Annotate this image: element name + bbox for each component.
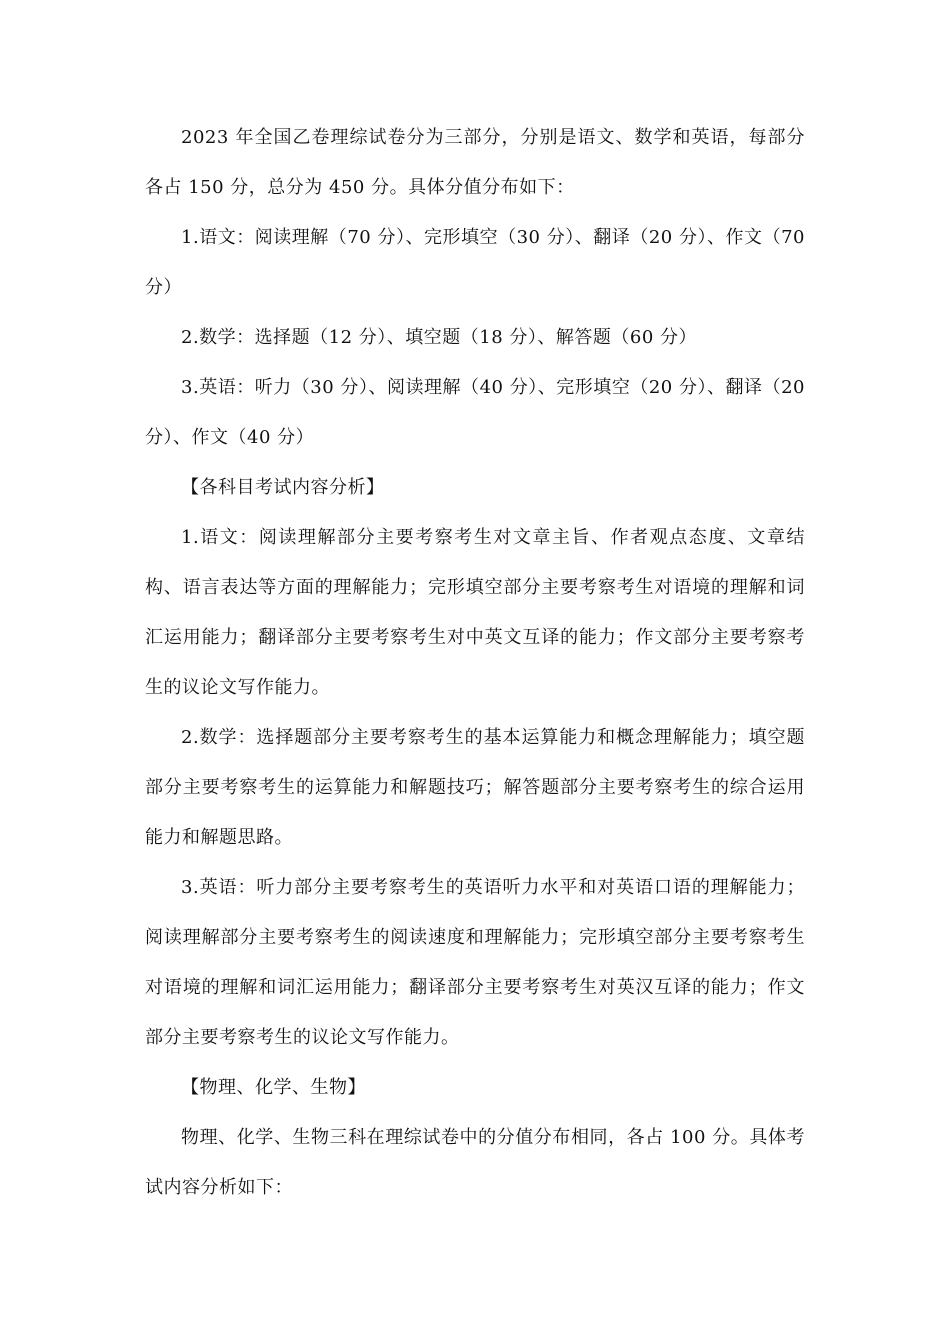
math-score-item: 2.数学：选择题（12 分）、填空题（18 分）、解答题（60 分） xyxy=(181,327,698,348)
math-analysis-paragraph: 2.数学：选择题部分主要考察考生的基本运算能力和概念理解能力；填空题部分主要考察考生的运算能力和解题技巧；解答题部分主要考察考生的综合运用能力和解题思路。 xyxy=(145,727,805,848)
english-analysis-paragraph: 3.英语：听力部分主要考察考生的英语听力水平和对英语口语的理解能力；阅读理解部分主要考察考生的阅读速度和理解能力；完形填空部分主要考察考生对语境的理解和词汇运用能力；翻译部分主要考察考生对英汉互译的能力；作文部分主要考察考生的议论文写作能力。 xyxy=(145,877,805,1048)
intro-paragraph: 2023 年全国乙卷理综试卷分为三部分，分别是语文、数学和英语，每部分各占 150 分，总分为 450 分。具体分值分布如下： xyxy=(145,127,805,198)
chinese-analysis-paragraph: 1.语文：阅读理解部分主要考察考生对文章主旨、作者观点态度、文章结构、语言表达等方面的理解能力；完形填空部分主要考察考生对语境的理解和词汇运用能力；翻译部分主要考察考生对中英文互译的能力；作文部分主要考察考生的议论文写作能力。 xyxy=(145,527,805,698)
section-heading-subject-analysis: 【各科目考试内容分析】 xyxy=(181,477,385,498)
english-score-item: 3.英语：听力（30 分）、阅读理解（40 分）、完形填空（20 分）、翻译（20 分）、作文（40 分） xyxy=(145,377,805,448)
chinese-score-item: 1.语文：阅读理解（70 分）、完形填空（30 分）、翻译（20 分）、作文（70 分） xyxy=(145,227,805,298)
science-intro-paragraph: 物理、化学、生物三科在理综试卷中的分值分布相同，各占 100 分。具体考试内容分析如下： xyxy=(145,1127,805,1198)
section-heading-science: 【物理、化学、生物】 xyxy=(181,1077,366,1098)
document-page xyxy=(145,113,805,1213)
